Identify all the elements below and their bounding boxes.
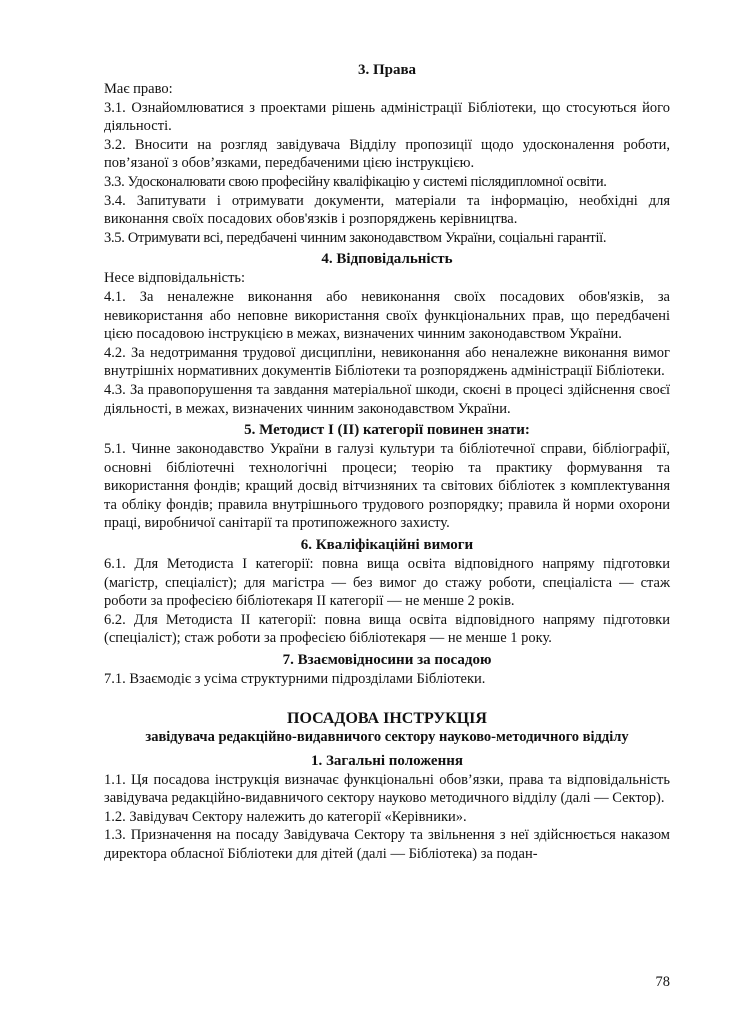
section-5-title: 5. Методист І (ІІ) категорії повинен знати: — [244, 422, 530, 439]
section-7-title: 7. Взаємовідносини за посадою — [282, 652, 492, 669]
paragraph-6-2: 6.2. Для Методиста ІІ категорії: повна вища освіта відповідного напряму підготовки (спеціаліст); стаж роботи за професією бібліотекаря — не менше 1 року. — [104, 611, 670, 647]
section-4-title: 4. Відповідальність — [321, 251, 453, 268]
paragraph-4-2: 4.2. За недотримання трудової дисципліни, невиконання або неналежне виконання вимог внутрішніх нормативних документів Бібліотеки та розпоряджень адміністрації Бібліотеки. — [104, 344, 670, 380]
section-6-title: 6. Кваліфікаційні вимоги — [300, 537, 474, 554]
paragraph-1-1: 1.1. Ця посадова інструкція визначає функціональні обов’язки, права та відповідальність завідувача редакційно-видавничого сектору науково методичного відділу (далі — Сектор). — [104, 771, 670, 807]
paragraph-3-5: 3.5. Отримувати всі, передбачені чинним законодавством України, соціальні гарантії. — [104, 229, 607, 246]
paragraph-4-3: 4.3. За правопорушення та завдання матеріальної шкоди, скоєні в процесі здійснення своєї діяльності, в межах, визначених чинним законодавством України. — [104, 381, 670, 417]
paragraph-1-3: 1.3. Призначення на посаду Завідувача Сектору та звільнення з неї здійснюється наказом директора обласної Бібліотеки для дітей (далі — Бібліотека) за подан- — [104, 827, 670, 862]
paragraph-1-2: 1.2. Завідувач Сектору належить до категорії «Керівники». — [104, 808, 467, 825]
paragraph-7-1: 7.1. Взаємодіє з усіма структурними підрозділами Бібліотеки. — [104, 671, 486, 688]
section-1-title: 1. Загальні положення — [311, 752, 463, 769]
paragraph-4-1: 4.1. За неналежне виконання або невиконання своїх посадових обов'язків, за невикористання або неповне використання своїх функціональних прав, що передбачені цією посадовою інструкцією в межах, визначених чинним законодавством України. — [104, 288, 670, 343]
instruction-title: ПОСАДОВА ІНСТРУКЦІЯ — [287, 709, 487, 727]
document-page — [104, 58, 670, 864]
instruction-subtitle: завідувача редакційно-видавничого сектору науково-методичного відділу — [145, 728, 629, 745]
paragraph-3-2: 3.2. Вносити на розгляд завідувача Відділу пропозиції щодо удосконалення роботи, пов’язаної з обов’язками, передбаченими цією інструкцією. — [104, 136, 670, 172]
paragraph-6-1: 6.1. Для Методиста І категорії: повна вища освіта відповідного напряму підготовки (магістр, спеціаліст); для магістра — без вимог до стажу роботи, спеціаліста — стаж роботи за професією бібліотекаря ІІ категорії — не менше 2 років. — [104, 556, 670, 610]
section-4-intro: Несе відповідальність: — [104, 270, 246, 287]
paragraph-3-4: 3.4. Запитувати і отримувати документи, матеріали та інформацію, необхідні для виконання своїх посадових обов'язків і розпоряджень керівництва. — [104, 192, 670, 228]
paragraph-3-3: 3.3. Удосконалювати свою професійну кваліфікацію у системі післядипломної освіти. — [104, 173, 607, 190]
section-3-intro: Має право: — [104, 81, 173, 97]
page-number: 78 — [655, 974, 670, 990]
paragraph-3-1: 3.1. Ознайомлюватися з проектами рішень адміністрації Бібліотеки, що стосуються його діяльності. — [104, 99, 670, 135]
paragraph-5-1: 5.1. Чинне законодавство України в галузі культури та бібліотечної справи, бібліографії, основні бібліотечні технологічні процеси; теорію та практику формування та використання фондів; кращий досвід вітчизняних та світових бібліотек з комплектування та обліку фондів; правила внутрішнього трудового розпорядку; правила й норми охорони праці, виробничої санітарії та протипожежного захисту. — [104, 441, 670, 532]
section-3-title: 3. Права — [357, 62, 417, 78]
